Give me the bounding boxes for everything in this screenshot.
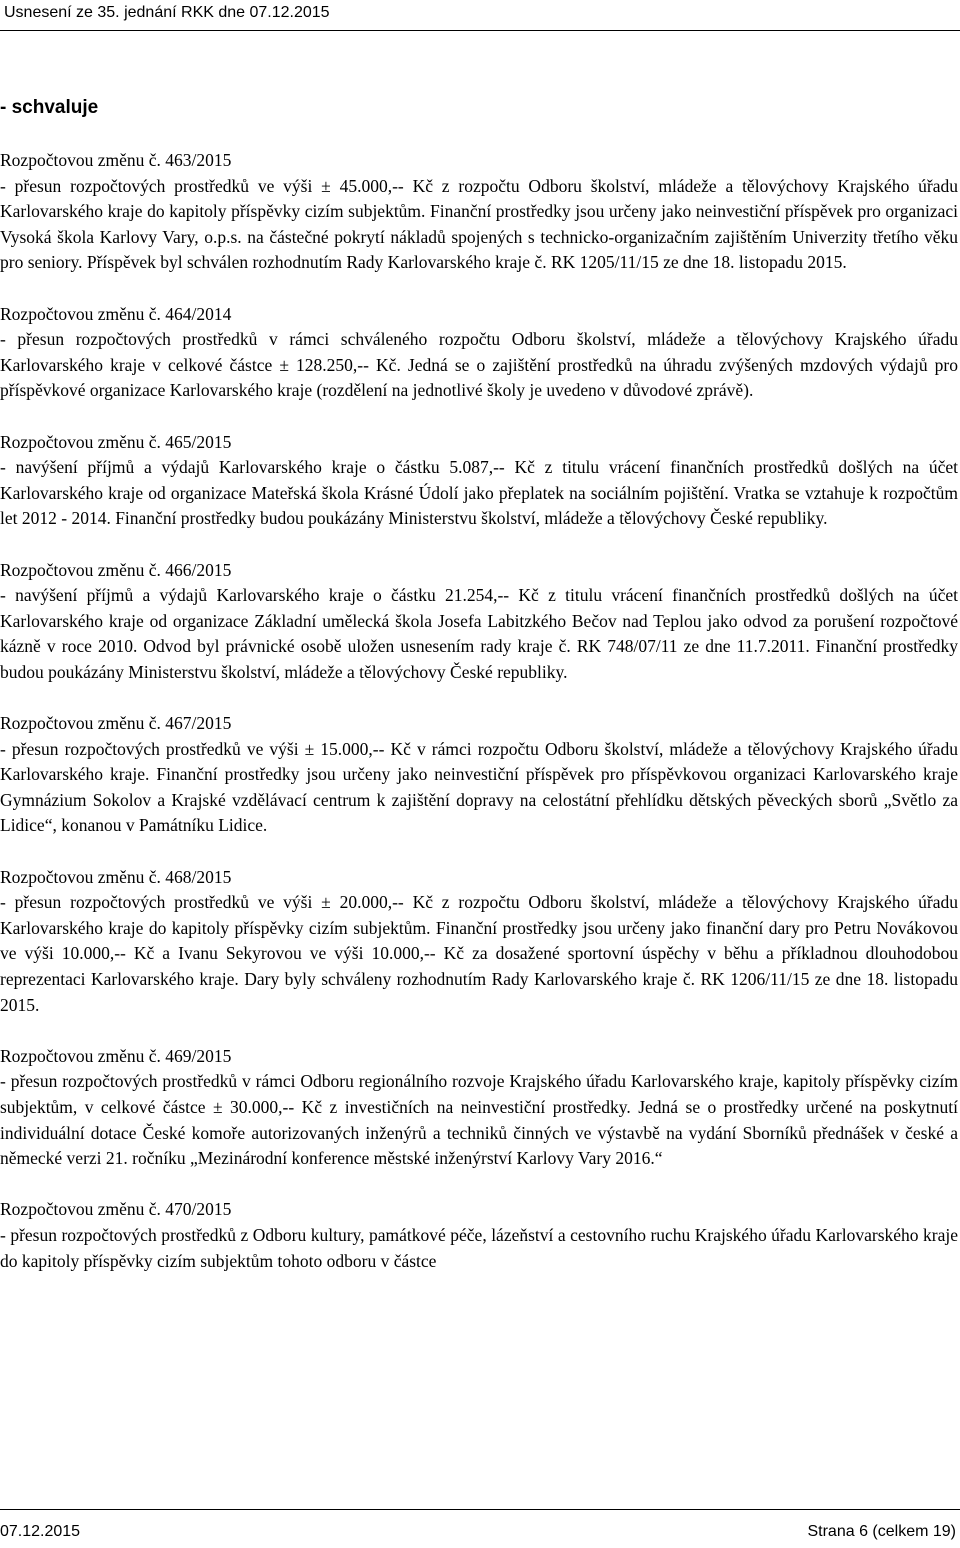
resolution-verdict: - schvaluje [0,97,99,118]
budget-change-text: - přesun rozpočtových prostředků v rámci schváleného rozpočtu Odboru školství, mládeže a tělovýchovy Krajského úřadu Karlovarského kraje v celkové částce ± 128.250,-- Kč. Jedná se o zajištění prostředků na úhradu zvýšených mzdových výdajů pro příspěvkové organizace Karlovarského kraje (rozdělení na jednotlivé školy je uvedeno v důvodové zprávě). [0,329,958,401]
budget-change-item [0,302,958,404]
budget-change-item [0,711,958,839]
footer-date: 07.12.2015 [0,1523,81,1540]
budget-change-item [0,865,958,1019]
budget-change-heading: Rozpočtovou změnu č. 464/2014 [0,303,232,324]
budget-change-item [0,1197,958,1274]
budget-change-heading: Rozpočtovou změnu č. 470/2015 [0,1199,232,1220]
budget-change-item [0,1044,958,1172]
header-divider [0,30,960,31]
page-number: Strana 6 (celkem 19) [807,1523,956,1540]
budget-change-text: - navýšení příjmů a výdajů Karlovarského kraje o částku 21.254,-- Kč z titulu vrácení finančních prostředků došlých na účet Karlovarského kraje od organizace Základní umělecká škola Josefa Labitzkého Bečov nad Teplou jako odvod za porušení rozpočtové kázně v roce 2010. Odvod byl právnické osobě uložen usnesením rady kraje č. RK 748/07/11 ze dne 11.7.2011. Finanční prostředky budou poukázány Ministerstvu školství, mládeže a tělovýchovy České republiky. [0,585,958,682]
budget-change-heading: Rozpočtovou změnu č. 467/2015 [0,713,232,734]
budget-change-text: - přesun rozpočtových prostředků z Odboru kultury, památkové péče, lázeňství a cestovního ruchu Krajského úřadu Karlovarského kraje do kapitoly příspěvky cizím subjektům tohoto odboru v částce [0,1224,958,1271]
footer-divider [0,1509,960,1510]
budget-change-text: - přesun rozpočtových prostředků ve výši ± 20.000,-- Kč z rozpočtu Odboru školství, mládeže a tělovýchovy Krajského úřadu Karlovarského kraje do kapitoly příspěvky cizím subjektům. Finanční prostředky jsou určeny jako finanční dary pro Petru Novákovou ve výši 10.000,-- Kč a Ivanu Sekyrovou ve výši 10.000,-- Kč za dosažené sportovní úspěchy v běhu a příkladnou dlouhodobou reprezentaci Karlovarského kraje. Dary byly schváleny rozhodnutím Rady Karlovarského kraje č. RK 1206/11/15 ze dne 18. listopadu 2015. [0,892,958,1015]
budget-change-item [0,558,958,686]
budget-change-text: - navýšení příjmů a výdajů Karlovarského kraje o částku 5.087,-- Kč z titulu vrácení finančních prostředků došlých na účet Karlovarského kraje od organizace Mateřská škola Krásné Údolí jako přeplatek na sociálním pojištění. Vratka se vztahuje k rozpočtům let 2012 - 2014. Finanční prostředky budou poukázány Ministerstvu školství, mládeže a tělovýchovy České republiky. [0,457,958,529]
budget-change-heading: Rozpočtovou změnu č. 465/2015 [0,431,232,452]
budget-change-heading: Rozpočtovou změnu č. 469/2015 [0,1045,232,1066]
resolution-items [0,148,958,1300]
page-footer [0,1509,960,1548]
budget-change-heading: Rozpočtovou změnu č. 463/2015 [0,150,232,170]
budget-change-text: - přesun rozpočtových prostředků v rámci Odboru regionálního rozvoje Krajského úřadu Karlovarského kraje, kapitoly příspěvky cizím subjektům, v celkové částce ± 30.000,-- Kč z investičních na neinvestiční prostředky. Jedná se o prostředky určené na poskytnutí individuální dotace České komoře autorizovaných inženýrů a techniků činných ve výstavbě na vydání Sborníků přednášek v české a německé verzi 21. ročníku „Mezinárodní konference městské inženýrství Karlovy Vary 2016.“ [0,1071,958,1169]
budget-change-text: - přesun rozpočtových prostředků ve výši ± 15.000,-- Kč v rámci rozpočtu Odboru školství, mládeže a tělovýchovy Krajského úřadu Karlovarského kraje. Finanční prostředky jsou určeny jako neinvestiční příspěvek pro příspěvkovou organizaci Karlovarského kraje Gymnázium Sokolov a Krajské vzdělávací centrum k zajištění dopravy na celostátní přehlídku dětských pěveckých sborů „Světlo za Lidice“, konanou v Památníku Lidice. [0,738,958,836]
header-title: Usnesení ze 35. jednání RKK dne 07.12.2015 [4,4,330,21]
budget-change-item [0,148,958,276]
budget-change-heading: Rozpočtovou změnu č. 466/2015 [0,559,232,580]
budget-change-item [0,430,958,532]
page-header [0,0,960,40]
budget-change-text: - přesun rozpočtových prostředků ve výši ± 45.000,-- Kč z rozpočtu Odboru školství, mládeže a tělovýchovy Krajského úřadu Karlovarského kraje do kapitoly příspěvky cizím subjektům. Finanční prostředky jsou určeny jako neinvestiční příspěvek pro organizaci Vysoká škola Karlovy Vary, o.p.s. na částečné pokrytí nákladů spojených s technicko-organizačním zajištěním Univerzity třetího věku pro seniory. Příspěvek byl schválen rozhodnutím Rady Karlovarského kraje č. RK 1205/11/15 ze dne 18. listopadu 2015. [0,175,958,273]
budget-change-heading: Rozpočtovou změnu č. 468/2015 [0,866,232,887]
